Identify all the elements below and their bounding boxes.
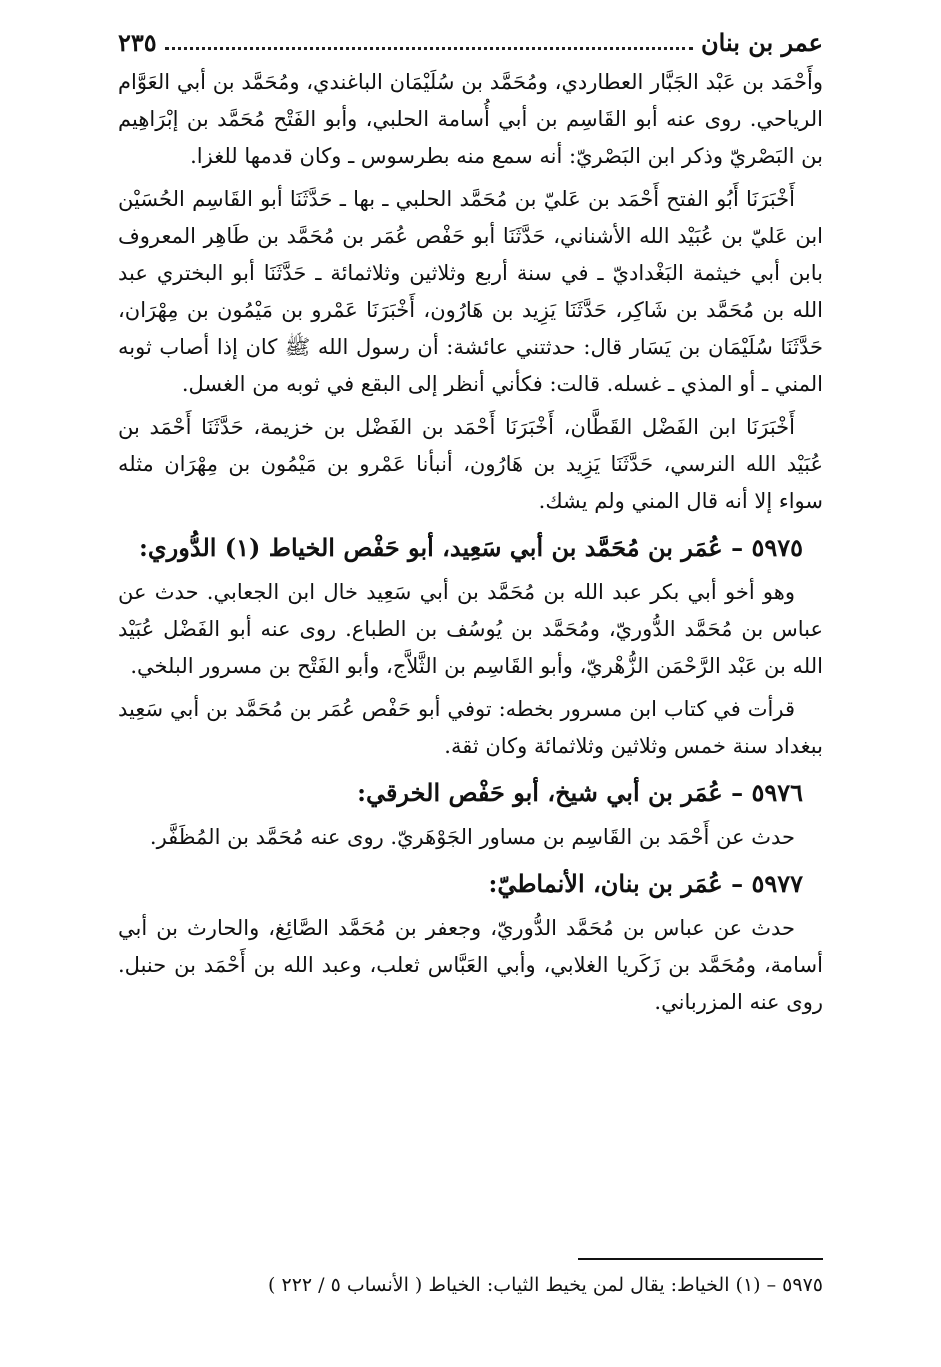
- paragraph-hadith-chain: أَخْبَرَنَا أَبُو الفتح أَحْمَد بن عَليّ بن مُحَمَّد الحلبي ـ بها ـ حَدَّثَنَا أبو القَاسِم الحُسَيْن ابن عَليّ بن عُبَيْد الله الأشناني، حَدَّثَنَا أبو حَفْص عُمَر بن مُحَمَّد بن طَاهِر المعروف بابن أبي خيثمة البَغْداديّ ـ في سنة أربع وثلاثين وثلاثمائة ـ حَدَّثَنَا أبو البختري عبد الله بن مُحَمَّد بن شَاكِر، حَدَّثَنَا يَزِيد بن هَارُون، أَخْبَرَنَا عَمْرو بن مَيْمُون بن مِهْرَان، حَدَّثَنَا سُلَيْمَان بن يَسَار قال: حدثتني عائشة: أن رسول الله ﷺ كان إذا أصاب ثوبه المني ـ أو المذي ـ غسله. قالت: فكأني أنظر إلى البقع في ثوبه من الغسل.: [118, 187, 823, 396]
- entry-5975-paragraph: قرأت في كتاب ابن مسرور بخطه: توفي أبو حَفْص عُمَر بن مُحَمَّد بن أبي سَعِيد ببغداد سنة خمس وثلاثين وثلاثمائة وكان ثقة.: [118, 697, 823, 758]
- entry-5975-paragraph: وهو أخو أبي بكر عبد الله بن مُحَمَّد بن أبي سَعِيد خال ابن الجعابي. حدث عن عباس بن مُحَمَّد الدُّوريّ، ومُحَمَّد بن يُوسُف بن الطباع. روى عنه أبو الفَضْل عُبَيْد الله بن عَبْد الرَّحْمَن الزُّهْريّ، وأبو القَاسِم بن الثَّلاَّج، وأبو الفَتْح بن مسرور البلخي.: [118, 580, 823, 678]
- page-body: [118, 64, 823, 1027]
- entry-5977-paragraph: حدث عن عباس بن مُحَمَّد الدُّوريّ، وجعفر بن مُحَمَّد الصَّائِغ، والحارث بن أبي أسامة، ومُحَمَّد بن زَكَريا الغلابي، وأبي العَبَّاس ثعلب، وعبد الله بن أَحْمَد بن حنبل. روى عنه المزرباني.: [118, 916, 823, 1014]
- paragraph-hadith-alt-chain: أَخْبَرَنَا ابن الفَضْل القَطَّان، أَخْبَرَنَا أَحْمَد بن الفَضْل بن خزيمة، حَدَّثَنَا أَحْمَد بن عُبَيْد الله النرسي، حَدَّثَنَا يَزِيد بن هَارُون، أنبأنا عَمْرو بن مَيْمُون بن مِهْرَان مثله سواء إلا أنه قال المني ولم يشك.: [118, 415, 823, 513]
- page-number: ٢٣٥: [118, 27, 157, 57]
- footnote-divider: [578, 1258, 823, 1260]
- running-title: عمر بن بنان: [701, 27, 823, 57]
- entry-heading-5976: ٥٩٧٦ – عُمَر بن أبي شيخ، أبو حَفْص الخرقي:: [357, 778, 803, 807]
- paragraph-continuation: وأَحْمَد بن عَبْد الجَبَّار العطاردي، ومُحَمَّد بن سُلَيْمَان الباغندي، ومُحَمَّد بن أبي العَوَّام الرياحي. روى عنه أبو القَاسِم بن أبي أُسامة الحلبي، وأبو الفَتْح مُحَمَّد بن إبْرَاهِيم بن البَصْريّ وذكر ابن البَصْريّ: أنه سمع منه بطرسوس ـ وكان قدمها للغزا.: [118, 70, 823, 168]
- footnote: ٥٩٧٥ – (١) الخياط: يقال لمن يخيط الثياب: الخياط ( الأنساب ٥ / ٢٢٢ ): [268, 1274, 823, 1296]
- header-dotted-leader: [165, 47, 693, 50]
- page-header: [118, 22, 823, 62]
- entry-heading-5975: ٥٩٧٥ – عُمَر بن مُحَمَّد بن أبي سَعِيد، أبو حَفْص الخياط (١) الدُّوري:: [139, 533, 803, 562]
- entry-heading-5977: ٥٩٧٧ – عُمَر بن بنان، الأنماطيّ:: [488, 869, 803, 898]
- entry-5976-paragraph: حدث عن أَحْمَد بن القَاسِم بن مساور الجَوْهَريّ. روى عنه مُحَمَّد بن المُظَفَّر.: [149, 825, 795, 849]
